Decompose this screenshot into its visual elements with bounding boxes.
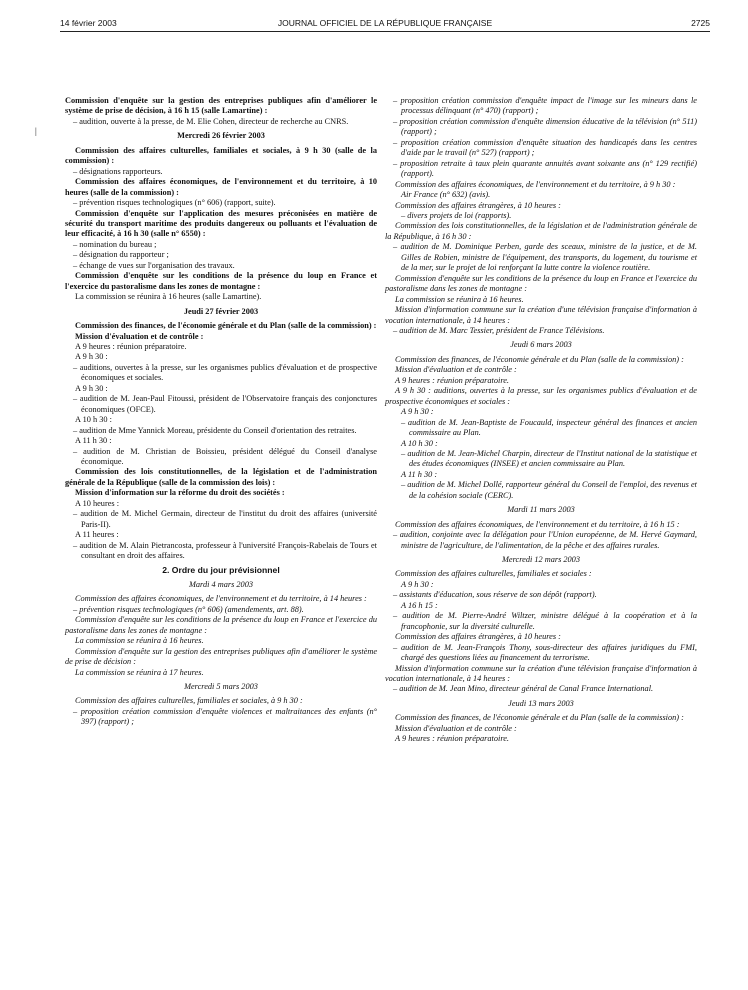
paragraph: Commission des affaires économiques, de l'environnement et du territoire, à 9 h 30 :	[395, 179, 676, 189]
paragraph: Commission des finances, de l'économie générale et du Plan (salle de la commission) :	[75, 321, 377, 331]
paragraph: A 9 h 30 : auditions, ouvertes à la presse, sur les organismes publics d'évaluation et de prospective économiques et sociales :	[385, 386, 697, 406]
right-column	[385, 96, 697, 745]
paragraph: Commission d'enquête sur l'application des mesures préconisées en matière de sécurité du transport maritime des produits dangereux ou polluants et l'évaluation de leur efficacité, à 16 h 30 (salle n° 6550) :	[65, 208, 377, 239]
paragraph: Commission des lois constitutionnelles, de la législation et de l'administration générale de la République, à 16 h 30 :	[385, 221, 697, 241]
list-item: – audition de M. Michel Germain, directeur de l'institut du droit des affaires (université Paris-II).	[73, 509, 377, 529]
paragraph: La commission se réunira à 16 heures.	[395, 294, 524, 304]
paragraph: Commission d'enquête sur la gestion des entreprises publiques afin d'améliorer le système de prise de décision, à 16 h 15 (salle Lamartine) :	[65, 96, 377, 116]
list-item: – audition de M. Jean-François Thony, sous-directeur des affaires juridiques du FMI, chargé des questions liées au financement du terrorisme.	[393, 642, 697, 663]
day-heading: Jeudi 13 mars 2003	[508, 698, 574, 708]
paragraph: Commission des lois constitutionnelles, de la législation et de l'administration générale de la République (salle de la commission des lois) :	[65, 467, 377, 487]
margin-mark: |	[35, 126, 37, 136]
paragraph: Commission des affaires étrangères, à 10 heures :	[395, 632, 561, 642]
paragraph: A 9 heures : réunion préparatoire.	[395, 734, 509, 744]
paragraph: A 11 heures :	[75, 530, 119, 540]
running-header	[60, 18, 710, 32]
sub-paragraph: Air France (n° 632) (avis).	[401, 190, 491, 200]
list-item: – audition de M. Jean Mino, directeur général de Canal France International.	[393, 684, 654, 694]
paragraph: A 9 h 30 :	[75, 383, 108, 393]
header-date: 14 février 2003	[60, 18, 117, 28]
day-heading: Mercredi 5 mars 2003	[184, 682, 258, 692]
paragraph: Mission d'information commune sur la création d'une télévision française d'information à vocation internationale, à 14 heures :	[385, 663, 697, 684]
paragraph: Commission d'enquête sur la gestion des entreprises publiques afin d'améliorer le système de prise de décision :	[65, 646, 377, 667]
list-item: – audition de M. Jean-Paul Fitoussi, président de l'Observatoire français des conjonctures économiques (OFCE).	[73, 394, 377, 414]
paragraph: Mission d'évaluation et de contrôle :	[75, 331, 204, 341]
list-item: – assistants d'éducation, sous réserve de son dépôt (rapport).	[393, 590, 597, 600]
paragraph: A 9 h 30 :	[75, 352, 108, 362]
paragraph: Commission des finances, de l'économie générale et du Plan (salle de la commission) :	[395, 354, 684, 364]
paragraph: Mission d'information commune sur la création d'une télévision française d'information à vocation internationale, à 14 heures :	[385, 305, 697, 325]
paragraph: Commission des affaires culturelles, familiales et sociales, à 9 h 30 (salle de la commission) :	[65, 145, 377, 166]
header-page-number: 2725	[691, 18, 710, 28]
day-heading: Mercredi 12 mars 2003	[502, 555, 580, 565]
paragraph: A 11 h 30 :	[75, 436, 112, 446]
list-item: – désignations rapporteurs.	[73, 166, 163, 176]
paragraph: A 10 h 30 :	[75, 415, 112, 425]
list-item: – proposition création commission d'enquête dimension éducative de la télévision (n° 511) (rapport) ;	[393, 116, 697, 137]
day-heading: Mardi 11 mars 2003	[507, 505, 575, 515]
paragraph: La commission se réunira à 16 heures (salle Lamartine).	[75, 292, 262, 302]
list-item: – désignation du rapporteur ;	[73, 250, 169, 260]
paragraph: A 9 heures : réunion préparatoire.	[395, 375, 509, 385]
paragraph: Commission des affaires étrangères, à 10 heures :	[395, 200, 561, 210]
sub-paragraph: A 16 h 15 :	[401, 600, 438, 610]
list-item: – audition, conjointe avec la délégation pour l'Union européenne, de M. Hervé Gaymard, ministre de l'agriculture, de l'alimentation, de la pêche et des affaires rurales.	[393, 530, 697, 550]
sub-list-item: – audition de M. Jean-Baptiste de Foucauld, inspecteur général des finances et ancien commissaire au Plan.	[401, 417, 697, 438]
left-column	[65, 96, 377, 728]
list-item: – audition de M. Dominique Perben, garde des sceaux, ministre de la justice, et de M. Gilles de Robien, ministre de l'équipement, des transports, du logement, du tourisme et de la mer, sur le projet de loi renforçant la lutte contre la violence routière.	[393, 242, 697, 273]
paragraph: Commission des affaires culturelles, familiales et sociales, à 9 h 30 :	[75, 696, 303, 706]
day-heading: Jeudi 6 mars 2003	[510, 340, 572, 350]
sub-paragraph: A 9 h 30 :	[401, 407, 434, 417]
paragraph: Commission des finances, de l'économie générale et du Plan (salle de la commission) :	[395, 713, 684, 723]
day-heading: Jeudi 27 février 2003	[183, 306, 259, 316]
header-journal-title: JOURNAL OFFICIEL DE LA RÉPUBLIQUE FRANÇAISE	[277, 18, 493, 28]
day-heading: Mercredi 26 février 2003	[177, 131, 265, 141]
list-item: – proposition retraite à taux plein quarante annuités avant soixante ans (n° 129 rectifié) (rapport).	[393, 158, 697, 179]
list-item: – prévention risques technologiques (n° 606) (rapport, suite).	[73, 198, 276, 208]
paragraph: Mission d'évaluation et de contrôle :	[395, 365, 517, 375]
list-item: – audition de M. Christian de Boissieu, président délégué du Conseil d'analyse économique.	[73, 446, 377, 466]
section-heading: 2. Ordre du jour prévisionnel	[162, 565, 280, 576]
header-rule	[60, 31, 710, 32]
list-item: – proposition création commission d'enquête impact de l'image sur les mineurs dans le processus délinquant (n° 470) (rapport) ;	[393, 96, 697, 116]
list-item: – audition de M. Marc Tessier, président de France Télévisions.	[393, 325, 605, 335]
paragraph: A 10 heures :	[75, 498, 120, 508]
sub-paragraph: A 9 h 30 :	[401, 579, 434, 589]
sub-list-item: – audition de M. Jean-Michel Charpin, directeur de l'Institut national de la statistique et des études économiques (INSEE) et ancien commissaire au Plan.	[401, 448, 697, 469]
paragraph: Commission des affaires économiques, de l'environnement et du territoire, à 16 h 15 :	[395, 519, 680, 529]
paragraph: La commission se réunira à 17 heures.	[75, 667, 204, 677]
list-item: – audition, ouverte à la presse, de M. Elie Cohen, directeur de recherche au CNRS.	[73, 116, 349, 126]
paragraph: Commission des affaires culturelles, familiales et sociales :	[395, 569, 592, 579]
paragraph: Mission d'évaluation et de contrôle :	[395, 723, 517, 733]
list-item: – échange de vues sur l'organisation des travaux.	[73, 260, 235, 270]
list-item: – nomination du bureau ;	[73, 239, 157, 249]
day-heading: Mardi 4 mars 2003	[189, 579, 253, 589]
paragraph: La commission se réunira à 16 heures.	[75, 636, 204, 646]
sub-paragraph: A 10 h 30 :	[401, 438, 438, 448]
paragraph: Commission des affaires économiques, de l'environnement et du territoire, à 14 heures :	[75, 594, 367, 604]
sub-list-item: – audition de M. Michel Dollé, rapporteur général du Conseil de l'emploi, des revenus et de la cohésion sociale (CERC).	[401, 480, 697, 500]
paragraph: Mission d'information sur la réforme du droit des sociétés :	[75, 488, 285, 498]
list-item: – audition de M. Pierre-André Wiltzer, ministre délégué à la coopération et à la francophonie, sur la diversité culturelle.	[393, 611, 697, 631]
list-item: – auditions, ouvertes à la presse, sur les organismes publics d'évaluation et de prospective économiques et sociales.	[73, 362, 377, 383]
list-item: – proposition création commission d'enquête situation des handicapés dans les centres d'aide par le travail (n° 527) (rapport) ;	[393, 137, 697, 158]
list-item: – audition de Mme Yannick Moreau, présidente du Conseil d'orientation des retraites.	[73, 425, 357, 435]
sub-paragraph: A 11 h 30 :	[401, 469, 438, 479]
list-item: – proposition création commission d'enquête violences et maltraitances des enfants (n° 397) (rapport) ;	[73, 706, 377, 727]
list-item: – audition de M. Alain Pietrancosta, professeur à l'université François-Rabelais de Tours et consultant en droit des affaires.	[73, 540, 377, 561]
paragraph: Commission des affaires économiques, de l'environnement et du territoire, à 10 heures (salle de la commission) :	[65, 177, 377, 197]
paragraph: Commission d'enquête sur les conditions de la présence du loup en France et l'exercice du pastoralisme dans les zones de montagne :	[65, 271, 377, 291]
paragraph: A 9 heures : réunion préparatoire.	[75, 341, 187, 351]
paragraph: Commission d'enquête sur les conditions de la présence du loup en France et l'exercice du pastoralisme dans les zones de montagne :	[385, 273, 697, 294]
sub-paragraph: – divers projets de loi (rapports).	[401, 210, 512, 220]
list-item: – prévention risques technologiques (n° 606) (amendements, art. 88).	[73, 604, 304, 614]
paragraph: Commission d'enquête sur les conditions de la présence du loup en France et l'exercice du pastoralisme dans les zones de montagne :	[65, 615, 377, 635]
